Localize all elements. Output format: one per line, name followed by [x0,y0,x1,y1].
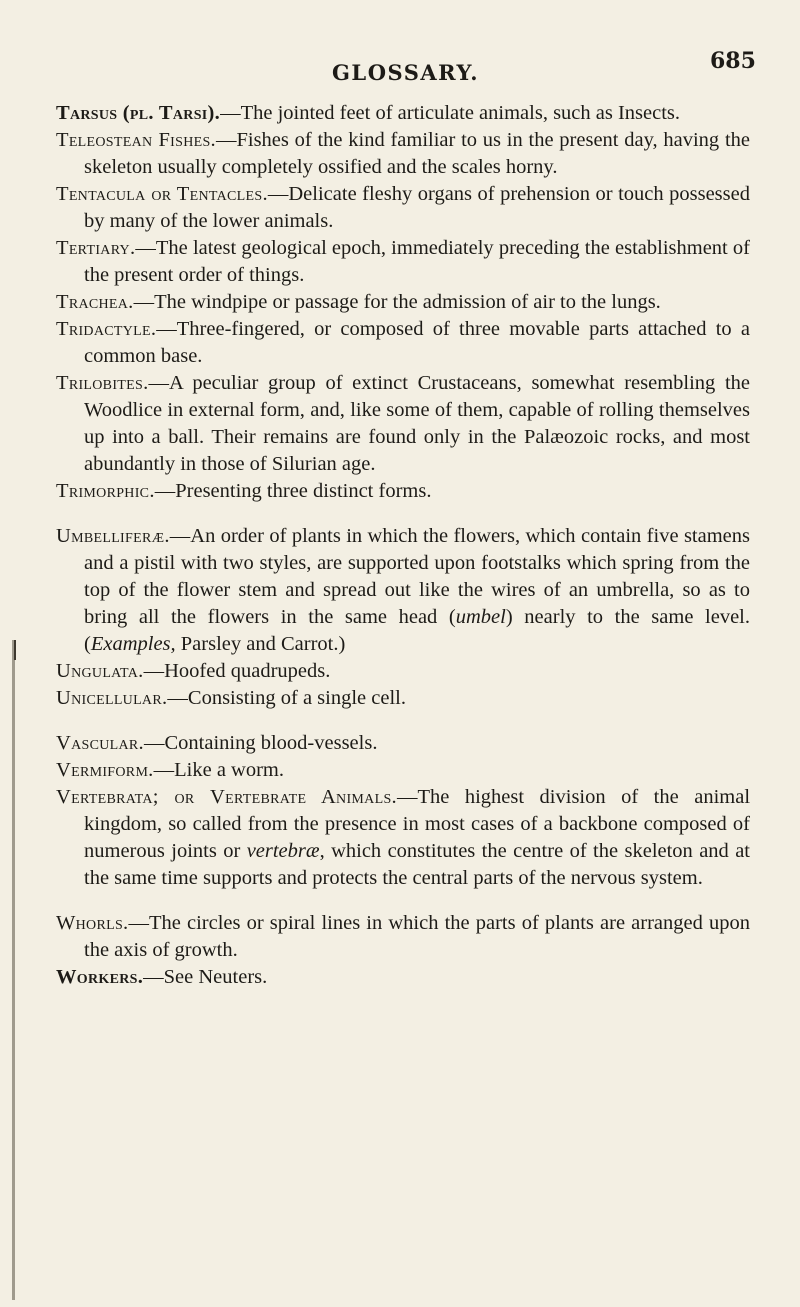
entry-definition-cont: , which constitutes the centre of the skeleton and at the same time supports and protects the central parts of the nervous system. [84,840,750,889]
page-number: 685 [710,48,756,74]
glossary-entry-trilobites: Trilobites.—A peculiar group of extinct Crustaceans, somewhat resembling the Woodlice in external form, and, like some of them, capable of rolling themselves up into a ball. Their remains are found only in the Palæozoic rocks, and most abundantly in those of Silurian age. [56,372,750,475]
entry-term: Vermiform. [56,759,154,781]
glossary-entry-trimorphic: Trimorphic.—Presenting three distinct forms. [56,480,432,502]
entry-term: Trilobites. [56,372,149,394]
glossary-entry-tentacula: Tentacula or Tentacles.—Delicate fleshy organs of prehension or touch possessed by many of the lower animals. [56,183,750,232]
running-title: GLOSSARY. [332,60,480,85]
glossary-entry-trachea: Trachea.—The windpipe or passage for the admission of air to the lungs. [56,291,661,313]
entry-term: Tertiary. [56,237,136,259]
entry-term: Umbelliferæ. [56,525,170,547]
entry-definition: A peculiar group of extinct Crustaceans, somewhat resembling the Woodlice in external form, and, like some of them, capable of rolling themselves up into a ball. Their remains are found only in the Palæozoic rocks, and most abundantly in those of Silurian age. [84,372,750,475]
glossary-entry-unicellular: Unicellular.—Consisting of a single cell. [56,687,406,709]
glossary-entry-tarsus: Tarsus (pl. Tarsi).—The jointed feet of articulate animals, such as Insects. [56,102,681,124]
entry-term: Trachea. [56,291,134,313]
entry-term: Vertebrata; or Vertebrate Animals. [56,786,397,808]
entry-term: Whorls. [56,912,129,934]
glossary-entry-tertiary: Tertiary.—The latest geological epoch, immediately preceding the establishment of the present order of things. [56,237,750,286]
entry-definition: Presenting three distinct forms. [175,480,432,502]
entry-definition: Containing blood-vessels. [164,732,378,754]
glossary-entry-umbelliferae: Umbelliferæ.—An order of plants in which the flowers, which contain five stamens and a pistil with two styles, are supported upon footstalks which spring from the top of the flower stem and spread out like the wires of an umbrella, so as to bring all the flowers in the same head (umbel) nearly to the same level. (Examples, Parsley and Carrot.) [56,525,750,655]
glossary-body [56,100,750,991]
glossary-entry-vermiform: Vermiform.—Like a worm. [56,759,284,781]
entry-definition: Hoofed quadrupeds. [164,660,331,682]
entry-term: Unicellular. [56,687,168,709]
entry-term: Tridactyle. [56,318,157,340]
page-edge-mark [14,640,16,660]
entry-term: Teleostean Fishes. [56,129,216,151]
entry-term: Trimorphic. [56,480,155,502]
glossary-entry-workers: Workers.—See Neuters. [56,966,268,988]
entry-definition-italic: Examples, [90,633,176,655]
page-header [0,48,800,86]
entry-definition: The highest division of the animal kingdom, so called from the presence in most cases of a backbone composed of numerous joints or [84,786,751,862]
page-edge-shadow [12,640,15,1300]
entry-definition-cont: ) nearly to the same level. ( [84,606,750,655]
entry-definition-italic: vertebræ [246,840,320,862]
entry-definition: The jointed feet of articulate animals, such as Insects. [240,102,681,124]
entry-definition: The windpipe or passage for the admission of air to the lungs. [154,291,661,313]
entry-definition: Delicate fleshy organs of prehension or touch possessed by many of the lower animals. [84,183,750,232]
glossary-entry-vascular: Vascular.—Containing blood-vessels. [56,732,378,754]
entry-definition: Consisting of a single cell. [187,687,406,709]
glossary-entry-vertebrata: Vertebrata; or Vertebrate Animals.—The highest division of the animal kingdom, so called from the presence in most cases of a backbone composed of numerous joints or vertebræ, which constitutes the centre of the skeleton and at the same time supports and protects the central parts of the nervous system. [56,786,751,889]
entry-definition: The circles or spiral lines in which the parts of plants are arranged upon the axis of growth. [84,912,750,961]
entry-definition: Like a worm. [174,759,284,781]
glossary-entry-whorls: Whorls.—The circles or spiral lines in which the parts of plants are arranged upon the axis of growth. [56,912,750,961]
entry-term: Vascular. [56,732,144,754]
entry-definition: Three-fingered, or composed of three movable parts attached to a common base. [84,318,750,367]
glossary-entry-teleostean-fishes: Teleostean Fishes.—Fishes of the kind familiar to us in the present day, having the skeleton usually completely ossified and the scales horny. [56,129,750,178]
entry-term: Tentacula or Tentacles. [56,183,268,205]
entry-term: Workers. [56,966,144,988]
glossary-entry-tridactyle: Tridactyle.—Three-fingered, or composed of three movable parts attached to a common base. [56,318,750,367]
entry-definition-cont: Parsley and Carrot.) [175,633,346,655]
entry-definition: See Neuters. [163,966,268,988]
entry-term: Tarsus (pl. Tarsi). [56,102,221,124]
entry-definition: The latest geological epoch, immediately preceding the establishment of the present order of things. [84,237,750,286]
entry-definition: An order of plants in which the flowers, which contain five stamens and a pistil with two styles, are supported upon footstalks which spring from the top of the flower stem and spread out like the wires of an umbrella, so as to bring all the flowers in the same head ( [84,525,750,628]
glossary-entry-ungulata: Ungulata.—Hoofed quadrupeds. [56,660,331,682]
entry-term: Ungulata. [56,660,144,682]
entry-definition: Fishes of the kind familiar to us in the present day, having the skeleton usually completely ossified and the scales horny. [84,129,750,178]
entry-definition-italic: umbel [455,606,506,628]
